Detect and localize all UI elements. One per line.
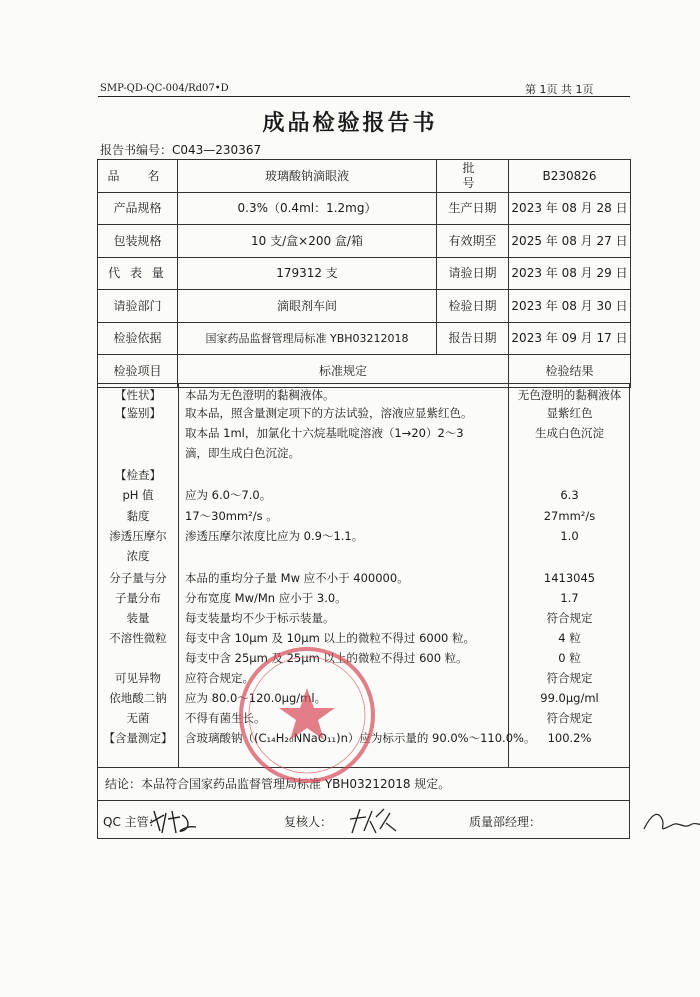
test-result: 4 粒 — [558, 631, 581, 645]
signature-row — [97, 801, 630, 839]
label-quantity: 代 表 量 — [98, 257, 178, 290]
value-basis: 国家药品监督管理局标准 YBH03212018 — [178, 322, 437, 355]
test-standard: 渗透压摩尔浓度比应为 0.9～1.1。 — [185, 529, 364, 543]
test-item: 分子量与分 — [109, 571, 167, 585]
test-standard: 每支装量均不少于标示装量。 — [185, 611, 335, 625]
test-item: 浓度 — [126, 549, 150, 563]
test-standard: 每支中含 25μm 及 25μm 以上的微粒不得过 600 粒。 — [185, 651, 468, 665]
test-result: 符合规定 — [546, 611, 593, 625]
test-result: 100.2% — [547, 731, 592, 745]
header-result: 检验结果 — [509, 355, 631, 388]
label-department: 请验部门 — [98, 290, 178, 323]
table-row — [98, 257, 631, 290]
test-result: 显紫红色 — [546, 406, 593, 420]
test-standard: 取本品 1ml，加氯化十六烷基吡啶溶液（1→20）2～3 — [185, 426, 464, 440]
test-item: pH 值 — [122, 488, 154, 502]
value-test-date: 2023 年 08 月 30 日 — [509, 290, 631, 323]
value-package: 10 支/盒×200 盒/箱 — [178, 225, 437, 258]
conclusion: 结论：本品符合国家药品监督管理局标准 YBH03212018 规定。 — [97, 768, 630, 801]
label-expiry: 有效期至 — [437, 225, 509, 258]
label-mfg-date: 生产日期 — [437, 192, 509, 225]
test-result: 符合规定 — [546, 671, 593, 685]
test-standard: 取本品，照含量测定项下的方法试验，溶液应显紫红色。 — [185, 406, 473, 420]
test-item: 黏度 — [126, 509, 150, 523]
value-expiry: 2025 年 08 月 27 日 — [509, 225, 631, 258]
test-standard: 滴，即生成白色沉淀。 — [185, 446, 300, 460]
test-standard: 应为 6.0～7.0。 — [185, 488, 272, 502]
page-title: 成品检验报告书 — [262, 111, 438, 136]
test-standard: 每支中含 10μm 及 10μm 以上的微粒不得过 6000 粒。 — [185, 631, 476, 645]
test-item: 依地酸二钠 — [109, 691, 167, 705]
column-divider — [178, 384, 179, 767]
label-name: 品 名 — [98, 160, 178, 193]
test-result: 99.0μg/ml — [540, 691, 599, 705]
header-standard: 标准规定 — [178, 355, 509, 388]
qa-signature — [638, 805, 700, 835]
table-row — [98, 225, 631, 258]
header-rule — [98, 96, 630, 97]
test-item: 不溶性微粒 — [109, 631, 167, 645]
header-item: 检验项目 — [98, 355, 178, 388]
test-item: 无菌 — [126, 711, 150, 725]
test-item: 【检查】 — [115, 468, 161, 482]
page-info: 第 1页 共 1页 — [525, 83, 594, 96]
test-item: 子量分布 — [115, 591, 161, 605]
test-standard: 不得有菌生长。 — [185, 711, 266, 725]
value-name: 玻璃酸钠滴眼液 — [178, 160, 437, 193]
test-result: 1.7 — [560, 591, 579, 605]
table-row — [98, 192, 631, 225]
test-result: 无色澄明的黏稠液体 — [517, 388, 622, 402]
test-item: 【含量测定】 — [103, 731, 173, 745]
test-item: 【性状】 — [115, 388, 161, 402]
label-basis: 检验依据 — [98, 322, 178, 355]
test-standard: 本品为无色澄明的黏稠液体。 — [185, 388, 335, 402]
label-report-date: 报告日期 — [437, 322, 509, 355]
qc-supervisor-label: QC 主管： — [103, 815, 161, 829]
value-spec: 0.3%（0.4ml：1.2mg） — [178, 192, 437, 225]
value-request-date: 2023 年 08 月 29 日 — [509, 257, 631, 290]
label-request-date: 请验日期 — [437, 257, 509, 290]
test-item: 装量 — [126, 611, 150, 625]
qa-manager-label: 质量部经理： — [469, 815, 542, 829]
table-row — [98, 160, 631, 193]
value-department: 滴眼剂车间 — [178, 290, 437, 323]
test-item: 【鉴别】 — [115, 406, 161, 420]
test-standard: 本品的重均分子量 Mw 应不小于 400000。 — [185, 571, 409, 585]
table-row — [98, 322, 631, 355]
reviewer-signature — [346, 803, 402, 837]
test-standard: 分布宽度 Mw/Mn 应小于 3.0。 — [185, 591, 347, 605]
test-result: 1.0 — [560, 529, 579, 543]
value-quantity: 179312 支 — [178, 257, 437, 290]
test-item: 渗透压摩尔 — [109, 529, 167, 543]
document-code: SMP-QD-QC-004/Rd07•D — [100, 83, 229, 94]
table-row — [98, 290, 631, 323]
label-test-date: 检验日期 — [437, 290, 509, 323]
value-report-date: 2023 年 09 月 17 日 — [509, 322, 631, 355]
company-seal — [232, 640, 382, 790]
reviewer-label: 复核人： — [284, 815, 333, 829]
test-standard: 应为 80.0～120.0μg/ml。 — [185, 691, 327, 705]
test-standard: 含玻璃酸钠（(C₁₄H₂₀NNaO₁₁)n）应为标示量的 90.0%～110.0%。 — [185, 731, 536, 745]
test-result: 生成白色沉淀 — [535, 426, 604, 440]
test-result: 1413045 — [543, 571, 596, 585]
test-result: 27mm²/s — [543, 509, 596, 523]
label-batch: 批 号 — [437, 160, 509, 193]
test-standard: 17～30mm²/s 。 — [185, 509, 278, 523]
test-result: 6.3 — [560, 488, 579, 502]
test-standard: 应符合规定。 — [185, 671, 254, 685]
value-mfg-date: 2023 年 08 月 28 日 — [509, 192, 631, 225]
report-number: 报告书编号：C043—230367 — [100, 143, 262, 157]
label-spec: 产品规格 — [98, 192, 178, 225]
label-package: 包装规格 — [98, 225, 178, 258]
value-batch: B230826 — [509, 160, 631, 193]
test-result: 0 粒 — [558, 651, 581, 665]
test-result: 符合规定 — [546, 711, 593, 725]
header-table — [97, 159, 631, 388]
qc-signature — [146, 805, 204, 837]
test-item: 可见异物 — [115, 671, 161, 685]
